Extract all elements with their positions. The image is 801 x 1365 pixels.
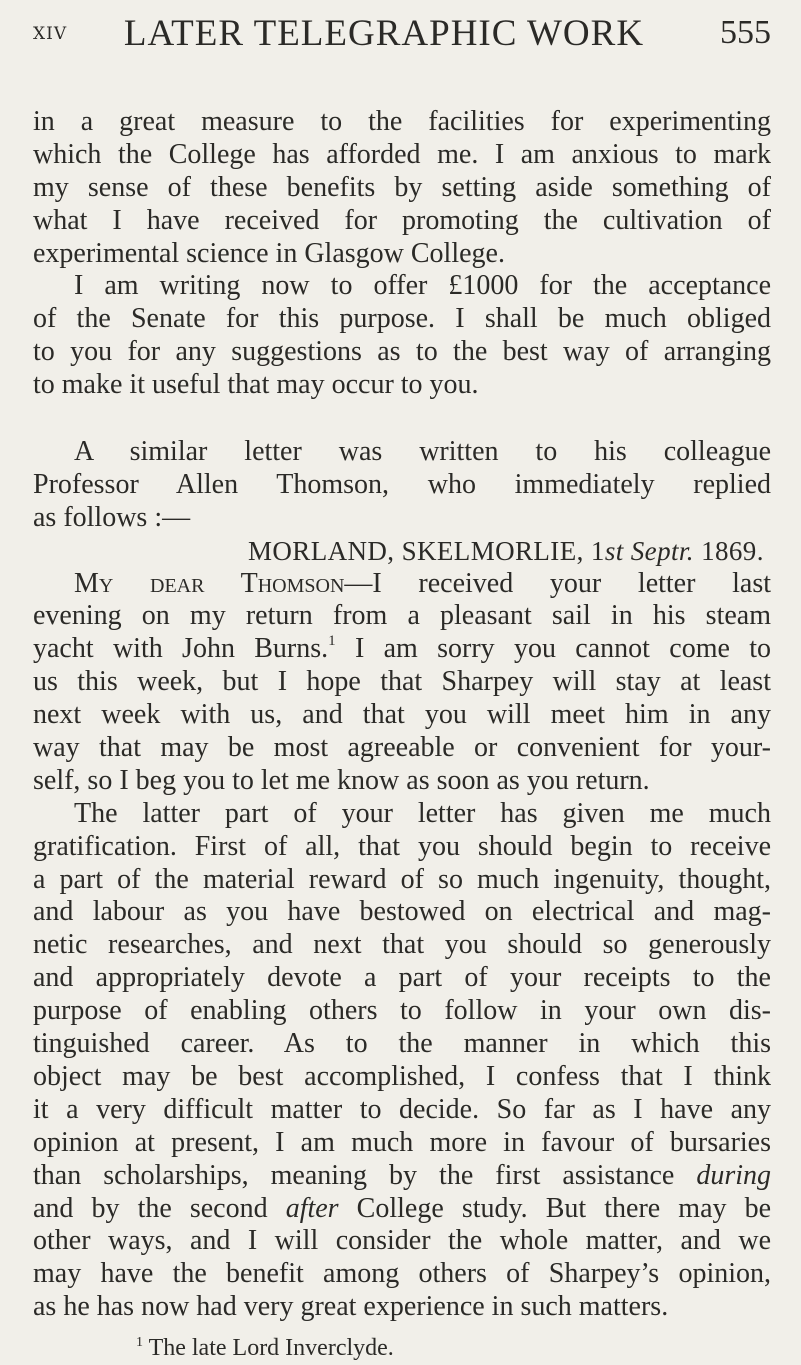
footnote-marker: 1 xyxy=(136,1335,143,1351)
paragraph-offer xyxy=(33,270,771,402)
letter-first-line-rest: —I received your letter last xyxy=(344,567,771,599)
running-title: LATER TELEGRAPHIC WORK xyxy=(123,13,645,54)
line-text: than scholarships, meaning by the first assistance xyxy=(33,1159,675,1191)
page-number: 555 xyxy=(720,14,771,51)
text-line: as he has now had very great experience in such matters. xyxy=(33,1291,669,1323)
text-line: and labour as you have bestowed on electrical and mag- xyxy=(33,896,771,928)
text-line: to make it useful that may occur to you. xyxy=(33,369,479,401)
dateline-place: MORLAND, SKELMORLIE, xyxy=(248,535,584,566)
letter-salutation: My dear Thomson xyxy=(74,567,345,599)
text-line xyxy=(33,1193,771,1226)
text-line: other ways, and I will consider the whole matter, and we xyxy=(33,1225,771,1257)
paragraph-facilities xyxy=(33,106,771,270)
emphasis-after: after xyxy=(285,1192,339,1224)
text-line: as follows :— xyxy=(33,501,191,533)
text-line: Professor Allen Thomson, who immediately replied xyxy=(33,468,771,500)
letter-dateline xyxy=(33,535,771,568)
text-line: which the College has afforded me. I am anxious to mark xyxy=(33,138,771,170)
text-line: I am writing now to offer £1000 for the acceptance xyxy=(74,270,771,302)
text-line: and appropriately devote a part of your receipts to the xyxy=(33,962,771,994)
yacht-text: yacht with John Burns. xyxy=(33,633,329,665)
text-line: may have the benefit among others of Sharpey’s opinion, xyxy=(33,1258,771,1290)
text-line: self, so I beg you to let me know as soon as you return. xyxy=(33,764,650,796)
dateline-day: 1 xyxy=(590,535,605,566)
line-text: and by the second xyxy=(33,1192,268,1224)
text-line: to you for any suggestions as to the best way of arranging xyxy=(33,336,771,368)
text-line: experimental science in Glasgow College. xyxy=(33,237,505,269)
text-line: netic researches, and next that you should so generously xyxy=(33,929,771,961)
paragraph-similar-letter xyxy=(33,436,771,535)
text-line: evening on my return from a pleasant sail in his steam xyxy=(33,600,771,632)
yacht-rest: I am sorry you cannot come to xyxy=(335,633,771,665)
text-line: my sense of these benefits by setting aside something of xyxy=(33,171,771,203)
chapter-number: XIV xyxy=(33,24,68,44)
paragraph-gap xyxy=(33,402,771,436)
page-body xyxy=(33,106,771,1365)
text-line: of the Senate for this purpose. I shall be much obliged xyxy=(33,303,771,335)
text-line: opinion at present, I am much more in favour of bursaries xyxy=(33,1126,771,1158)
text-line xyxy=(33,633,771,666)
text-line: it a very difficult matter to decide. So far as I have any xyxy=(33,1093,771,1125)
dateline-month: Septr. xyxy=(630,535,694,566)
footnote-ref: 1 xyxy=(328,633,336,650)
running-header xyxy=(33,12,771,52)
letter-reply xyxy=(33,535,771,1324)
text-line: way that may be most agreeable or convenient for your- xyxy=(33,732,771,764)
dateline-day-suffix: st xyxy=(604,535,624,566)
text-line: us this week, but I hope that Sharpey will stay at least xyxy=(33,666,771,698)
text-line: a part of the material reward of so much ingenuity, thought, xyxy=(33,863,771,895)
text-line: next week with us, and that you will meet him in any xyxy=(33,699,771,731)
text-line xyxy=(33,568,771,601)
footnote xyxy=(33,1332,771,1365)
text-line xyxy=(33,1160,771,1193)
dateline-year: 1869. xyxy=(701,535,764,566)
footnote-text: The late Lord Inverclyde. xyxy=(148,1335,394,1362)
text-line: purpose of enabling others to follow in your own dis- xyxy=(33,995,771,1027)
text-line: A similar letter was written to his colleague xyxy=(74,436,771,468)
text-line: gratification. First of all, that you should begin to receive xyxy=(33,830,771,862)
text-line: tinguished career. As to the manner in which this xyxy=(33,1028,771,1060)
line-text: College study. But there may be xyxy=(356,1192,772,1224)
emphasis-during: during xyxy=(696,1159,771,1191)
text-line: object may be best accomplished, I confess that I think xyxy=(33,1060,771,1092)
text-line: in a great measure to the facilities for experimenting xyxy=(33,106,771,137)
text-line: what I have received for promoting the cultivation of xyxy=(33,204,771,236)
text-line: The latter part of your letter has given me much xyxy=(74,797,771,829)
